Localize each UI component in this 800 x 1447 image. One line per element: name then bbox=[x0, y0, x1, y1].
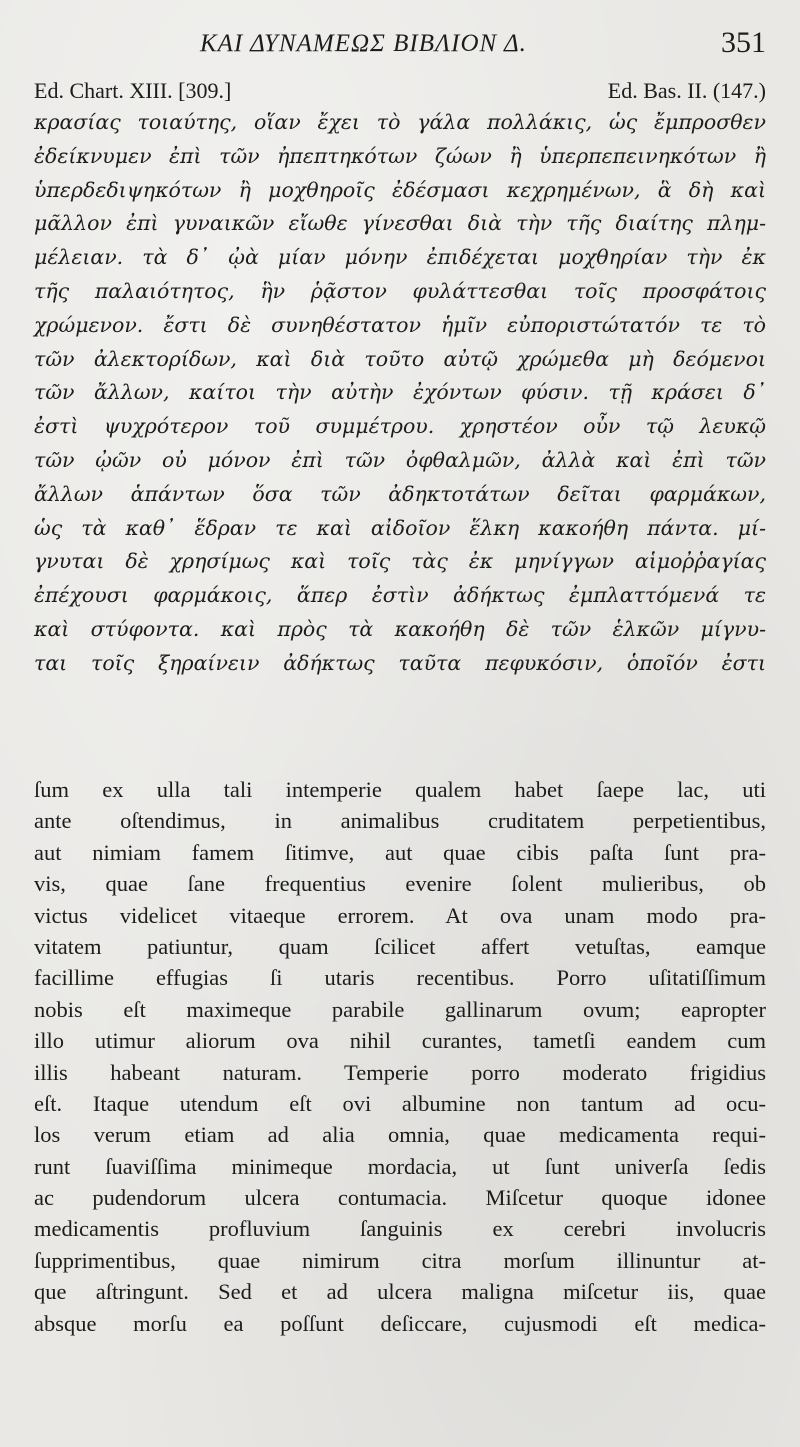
greek-text-line: ἄλλων ἁπάντων ὅσα τῶν ἀδηκτοτάτων δεῖται φαρμάκων, bbox=[34, 481, 766, 506]
latin-text-line: medicamentis profluvium ſanguinis ex cerebri involucris bbox=[34, 1216, 766, 1242]
greek-text-line: τῶν ἄλλων, καίτοι τὴν αὐτὴν ἐχόντων φύσιν. τῇ κράσει δ᾽ bbox=[34, 380, 766, 405]
latin-text-line: runt ſuaviſſima minimeque mordacia, ut ſunt univerſa ſedis bbox=[34, 1153, 766, 1179]
greek-text-line: τῆς παλαιότητος, ἣν ῥᾷστον φυλάττεσθαι τοῖς προσφάτοις bbox=[34, 278, 766, 303]
latin-text-line: eſt. Itaque utendum eſt ovi albumine non tantum ad ocu- bbox=[34, 1090, 766, 1116]
greek-text-line: ὡς τὰ καθ᾽ ἕδραν τε καὶ αἰδοῖον ἕλκη κακοήθη πάντα. μί- bbox=[34, 515, 766, 540]
greek-text-line: τῶν ᾠῶν οὐ μόνον ἐπὶ τῶν ὀφθαλμῶν, ἀλλὰ καὶ ἐπὶ τῶν bbox=[34, 447, 766, 472]
edition-reference-line bbox=[0, 78, 800, 108]
latin-text-line: ante oſtendimus, in animalibus cruditatem perpetientibus, bbox=[34, 808, 766, 834]
latin-text-line: vis, quae ſane frequentius evenire ſolent mulieribus, ob bbox=[34, 871, 766, 897]
greek-text-line: γνυται δὲ χρησίμως καὶ τοῖς τὰς ἐκ μηνίγγων αἱμοῤῥαγίας bbox=[34, 549, 766, 574]
latin-text-line: aut nimiam famem ſitimve, aut quae cibis paſta ſunt pra- bbox=[34, 839, 766, 865]
greek-text-line: ἐπέχουσι φαρμάκοις, ἅπερ ἐστὶν ἀδήκτως ἐμπλαττόμενά τε bbox=[34, 583, 766, 608]
greek-text-line: ἐδείκνυμεν ἐπὶ τῶν ἠπεπτηκότων ζώων ἢ ὑπερπεπεινηκότων ἢ bbox=[34, 143, 766, 168]
greek-text-line: μέλειαν. τὰ δ᾽ ᾠὰ μίαν μόνην ἐπιδέχεται μοχθηρίαν τὴν ἐκ bbox=[34, 245, 766, 270]
running-title: ΚΑΙ ΔΥΝΑΜΕΩΣ ΒΙΒΛΙΟΝ Δ. bbox=[200, 30, 527, 57]
greek-text-line: ται τοῖς ξηραίνειν ἀδήκτως ταῦτα πεφυκόσιν, ὁποῖόν ἐστι bbox=[34, 650, 766, 675]
greek-text-line: μᾶλλον ἐπὶ γυναικῶν εἴωθε γίνεσθαι διὰ τὴν τῆς διαίτης πλημ- bbox=[34, 211, 766, 236]
latin-text-line: absque morſu ea poſſunt deſiccare, cujusmodi eſt medica- bbox=[34, 1310, 766, 1336]
greek-text-line: καὶ στύφοντα. καὶ πρὸς τὰ κακοήθη δὲ τῶν ἑλκῶν μίγνυ- bbox=[34, 616, 766, 641]
greek-text-line: χρώμενον. ἔστι δὲ συνηθέστατον ἡμῖν εὐποριστώτατόν τε τὸ bbox=[34, 312, 766, 337]
latin-text-line: ſupprimentibus, quae nimirum citra morſum illinuntur at- bbox=[34, 1247, 766, 1273]
latin-text-line: ſum ex ulla tali intemperie qualem habet ſaepe lac, uti bbox=[34, 777, 766, 802]
latin-text-line: los verum etiam ad alia omnia, quae medicamenta requi- bbox=[34, 1122, 766, 1148]
greek-text-line: κρασίας τοιαύτης, οἵαν ἔχει τὸ γάλα πολλάκις, ὡς ἔμπροσθεν bbox=[34, 110, 766, 134]
latin-text-line: ac pudendorum ulcera contumacia. Miſcetur quoque idonee bbox=[34, 1185, 766, 1211]
latin-text-line: illis habeant naturam. Temperie porro moderato frigidius bbox=[34, 1059, 766, 1085]
latin-text-line: nobis eſt maximeque parabile gallinarum ovum; eapropter bbox=[34, 996, 766, 1022]
greek-text-line: τῶν ἀλεκτορίδων, καὶ διὰ τοῦτο αὐτῷ χρώμεθα μὴ δεόμενοι bbox=[34, 346, 766, 371]
greek-text-block bbox=[34, 106, 766, 681]
latin-text-block bbox=[34, 774, 766, 1339]
latin-text-line: facillime effugias ſi utaris recentibus. Porro uſitatiſſimum bbox=[34, 965, 766, 991]
latin-text-line: illo utimur aliorum ova nihil curantes, tametſi eandem cum bbox=[34, 1028, 766, 1054]
latin-text-line: que aſtringunt. Sed et ad ulcera maligna miſcetur iis, quae bbox=[34, 1279, 766, 1305]
latin-text-line: victus videlicet vitaeque errorem. At ova unam modo pra- bbox=[34, 902, 766, 928]
greek-text-line: ὑπερδεδιψηκότων ἢ μοχθηροῖς ἐδέσμασι κεχρημένων, ἃ δὴ καὶ bbox=[34, 177, 766, 202]
greek-text-line: ἐστὶ ψυχρότερον τοῦ συμμέτρου. χρηστέον οὖν τῷ λευκῷ bbox=[34, 414, 766, 439]
edition-basel-reference: Ed. Bas. II. (147.) bbox=[607, 78, 766, 103]
latin-text-line: vitatem patiuntur, quam ſcilicet affert vetuſtas, eamque bbox=[34, 933, 766, 959]
page-number: 351 bbox=[721, 26, 766, 59]
edition-chartier-reference: Ed. Chart. XIII. [309.] bbox=[34, 78, 232, 103]
running-head bbox=[0, 26, 800, 66]
